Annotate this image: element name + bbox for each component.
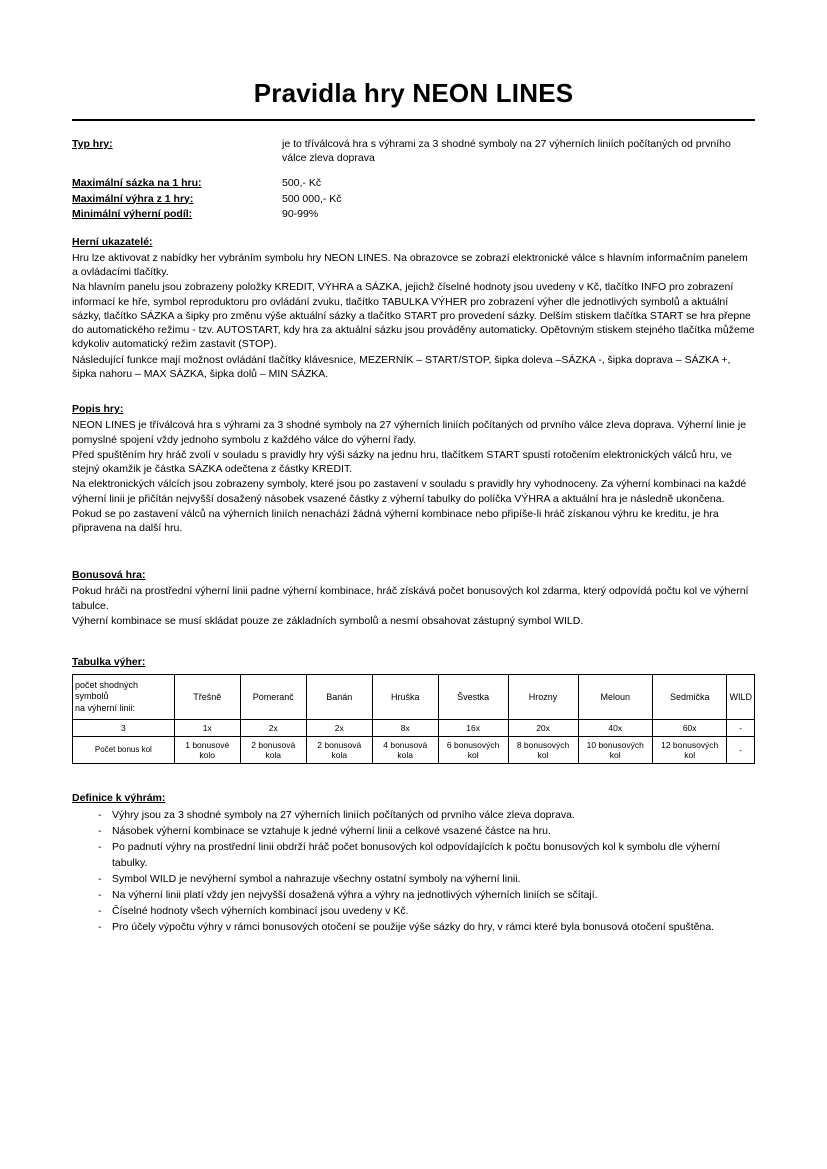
section-heading: Bonusová hra: <box>72 569 146 582</box>
meta-row <box>72 207 755 222</box>
paytable-cell: 6 bonusových kol <box>438 736 508 763</box>
meta-label: Maximální výhra z 1 hry: <box>72 192 194 205</box>
paytable <box>72 674 755 764</box>
meta-row <box>72 192 755 207</box>
bullet-dash: - <box>98 808 102 821</box>
paytable-cell: 2x <box>306 719 372 736</box>
paytable-cell: 12 bonusových kol <box>652 736 726 763</box>
paytable-cell: 8x <box>372 719 438 736</box>
paragraph: Hru lze aktivovat z nabídky her vybráním symbolu hry NEON LINES. Na obrazovce se zobrazí elektronické válce s hlavním informačním panelem a ovládacími tlačítky. <box>72 251 748 279</box>
meta-value: 90-99% <box>282 207 319 220</box>
list-item-label: Na výherní linii platí vždy jen nejvyšší dosažená výhra a výhry na jednotlivých výherních liniích se sčítají. <box>112 889 598 902</box>
paytable-col-header: Třešně <box>174 675 240 720</box>
paytable-col-header: Hrozny <box>508 675 578 720</box>
list-item <box>98 904 755 919</box>
meta-value: je to tříválcová hra s výhrami za 3 shodné symboly na 27 výherních liniích počítaných od prvního válce zleva doprava <box>282 138 731 165</box>
list-item <box>98 824 755 839</box>
meta-label: Maximální sázka na 1 hru: <box>72 177 202 190</box>
paragraph: Před spuštěním hry hráč zvolí v souladu s pravidly hry výši sázky na jednu hru, tlačítkem START spustí rotočením elektronických válců hru, ve stejný okamžik je částka SÁZKA odečtena z částky KREDIT. <box>72 448 733 476</box>
paytable-cell: 2x <box>240 719 306 736</box>
paytable-col-header: Meloun <box>578 675 652 720</box>
section-indicators <box>72 236 755 381</box>
paytable-cell: 40x <box>578 719 652 736</box>
meta-row <box>72 137 755 166</box>
bullet-dash: - <box>98 825 102 838</box>
paytable-header-row <box>73 675 755 720</box>
meta-label: Typ hry: <box>72 138 113 150</box>
paytable-cell: 20x <box>508 719 578 736</box>
bullet-dash: - <box>98 921 102 934</box>
paragraph: Výherní kombinace se musí skládat pouze ze základních symbolů a nesmí obsahovat zástupný symbol WILD. <box>72 614 584 627</box>
list-item-label: Symbol WILD je nevýherní symbol a nahrazuje všechny ostatní symboly na výherní linii. <box>112 872 521 885</box>
paytable-cell: 60x <box>652 719 726 736</box>
list-item-label: Číselné hodnoty všech výherních kombinací jsou uvedeny v Kč. <box>112 905 409 918</box>
paytable-cell: - <box>727 736 755 763</box>
paragraph: Na elektronických válcích jsou zobrazeny symboly, které jsou po zastavení v souladu s pravidly hry vyhodnoceny. Za výherní kombinaci na každé výherní linii je přičítán nejvyšší dosažený násobek vsazené částky z výherní tabulky do políčka VÝHRA a aktuální hra je následně ukončena. <box>72 478 747 505</box>
paytable-corner-label <box>73 675 175 720</box>
paytable-row <box>73 719 755 736</box>
section-heading: Tabulka výher: <box>72 656 146 669</box>
paragraph: Následující funkce mají možnost ovládání tlačítky klávesnice, MEZERNÍK – START/STOP, šipka doleva –SÁZKA -, šipka doprava – SÁZKA +, šipka nahoru – MAX SÁZKA, šipka dolů – MIN SÁZKA. <box>72 353 731 380</box>
paytable-cell: 16x <box>438 719 508 736</box>
paytable-col-header: WILD <box>727 675 755 720</box>
bullet-dash: - <box>98 905 102 918</box>
list-item <box>98 808 755 823</box>
corner-line-2: na výherní linii: <box>75 702 136 713</box>
paytable-col-header: Hruška <box>372 675 438 720</box>
paytable-cell: 4 bonusová kola <box>372 736 438 763</box>
paragraph: Pokud se po zastavení válců na výherních liniích nenachází žádná výherní kombinace nebo připíše-li hráč získanou výhru ke kreditu, je hra připravena na další hru. <box>72 507 719 535</box>
corner-line-1: počet shodných symbolů <box>75 680 139 702</box>
section-heading: Definice k výhrám: <box>72 791 166 804</box>
paragraph: Pokud hráči na prostřední výherní linii padne výherní kombinace, hráč získává počet bonusových kol zdarma, který odpovídá počtu kol ve výherní tabulce. <box>72 585 749 612</box>
list-item <box>98 888 755 903</box>
meta-spacer <box>72 166 755 176</box>
paytable-cell: 2 bonusová kola <box>240 736 306 763</box>
list-item <box>98 872 755 887</box>
section-paytable <box>72 656 755 764</box>
list-item <box>98 840 755 870</box>
paragraph: Na hlavním panelu jsou zobrazeny položky KREDIT, VÝHRA a SÁZKA, jejichž číselné hodnoty jsou uvedeny v Kč, tlačítko INFO pro zobrazení informací ke hře, symbol reproduktoru pro ovládání zvuku, tlačítko TABULKA VÝHER pro zobrazení výher dle jednotlivých symbolů a aktuální sázky, tlačítko SÁZKA a šipky pro změnu výše aktuální sázky a tlačítko START pro provedení sázky. Delším stiskem tlačítka START se hra přepne do automatického režimu - tzv. AUTOSTART, kdy hra za aktuální sázku jsou prováděny automaticky. Opětovným stiskem stejného tlačítka můžeme kdykoliv automatický režim zastavit (STOP). <box>72 281 755 351</box>
list-item-label: Po padnutí výhry na prostřední linii obdrží hráč počet bonusových kol odpovídajících k počtu bonusových kol k symbolu dle výherní tabulky. <box>112 841 721 869</box>
paytable-row <box>73 736 755 763</box>
paytable-cell: 10 bonusových kol <box>578 736 652 763</box>
paytable-cell: 1 bonusové kolo <box>174 736 240 763</box>
meta-row <box>72 176 755 191</box>
paytable-cell: 8 bonusových kol <box>508 736 578 763</box>
page-title: Pravidla hry NEON LINES <box>253 78 574 108</box>
paytable-cell: 1x <box>174 719 240 736</box>
bullet-dash: - <box>98 872 102 885</box>
meta-value: 500,- Kč <box>282 177 322 190</box>
section-heading: Popis hry: <box>72 403 124 416</box>
section-definitions <box>72 792 755 936</box>
paytable-col-header: Švestka <box>438 675 508 720</box>
section-heading: Herní ukazatelé: <box>72 235 153 248</box>
paytable-row-label: Počet bonus kol <box>73 736 175 763</box>
section-bonus-game <box>72 569 755 628</box>
bullet-dash: - <box>98 889 102 902</box>
paytable-col-header: Sedmička <box>652 675 726 720</box>
paytable-col-header: Banán <box>306 675 372 720</box>
paragraph: NEON LINES je tříválcová hra s výhrami za 3 shodné symboly na 27 výherních liniích počítaných od prvního válce zleva doprava. Výherní linie je pomyslné spojení vždy jednoho symbolu z každého válce do výherní řady. <box>72 419 747 446</box>
section-description <box>72 403 755 535</box>
title-divider <box>72 119 755 121</box>
paytable-cell: - <box>727 719 755 736</box>
meta-label: Minimální výherní podíl: <box>72 207 193 220</box>
list-item-label: Pro účely výpočtu výhry v rámci bonusových otočení se použije výše sázky do hry, v rámci které byla bonusová otočení spuštěna. <box>112 921 715 934</box>
meta-value: 500 000,- Kč <box>282 192 342 205</box>
paytable-row-label: 3 <box>73 719 175 736</box>
list-item-label: Násobek výherní kombinace se vztahuje k jedné výherní linii a celkové vsazené částce na hru. <box>112 825 551 838</box>
list-item-label: Výhry jsou za 3 shodné symboly na 27 výherních liniích počítaných od prvního válce zleva doprava. <box>112 808 575 821</box>
list-item <box>98 920 755 935</box>
paytable-cell: 2 bonusová kola <box>306 736 372 763</box>
definitions-list <box>72 808 755 936</box>
bullet-dash: - <box>98 841 102 854</box>
game-meta-table <box>72 137 755 222</box>
paytable-col-header: Pomeranč <box>240 675 306 720</box>
